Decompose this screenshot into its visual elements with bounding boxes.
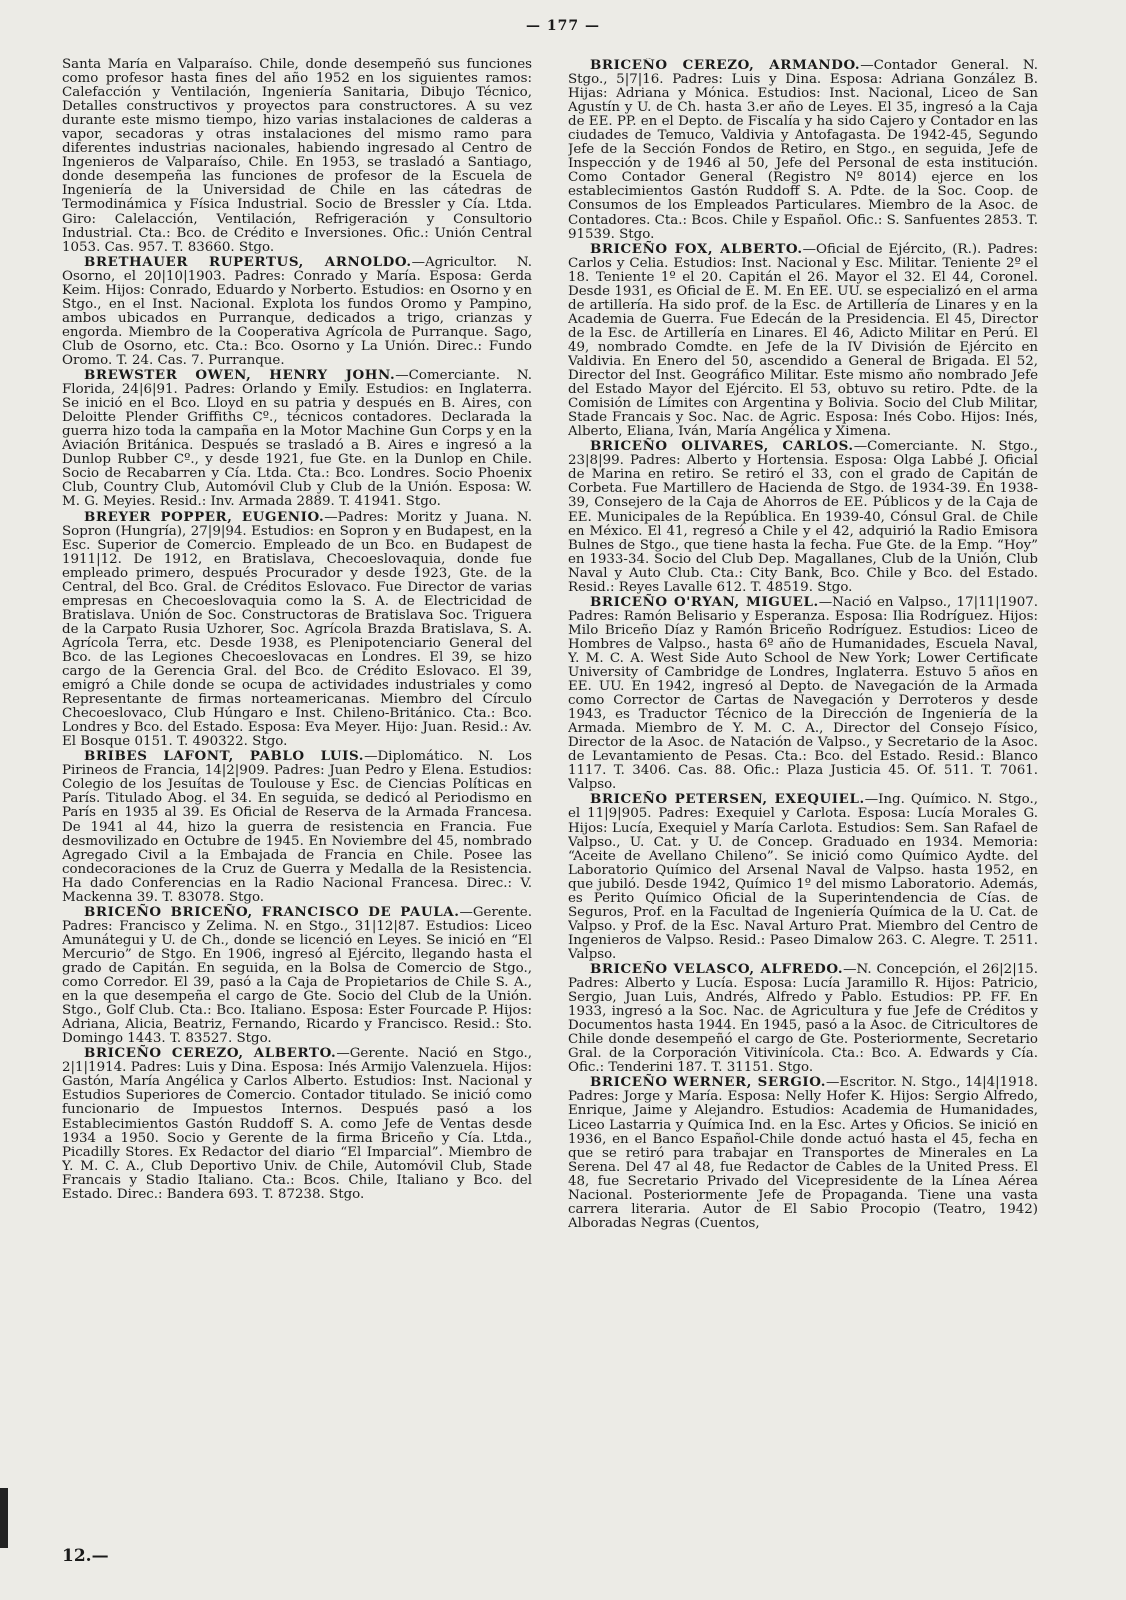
entry-name: BRICEÑO O'RYAN, MIGUEL. xyxy=(590,593,819,610)
entry-name: BRICEÑO CEREZO, ALBERTO. xyxy=(84,1045,337,1062)
entry-name: BRICEÑO BRICEÑO, FRANCISCO DE PAULA. xyxy=(84,903,460,920)
entry-text: —Padres: Moritz y Juana. N. Sopron (Hungría), 27|9|94. Estudios: en Sopron y en Budapest, en la Esc. Superior de Comercio. Empleado de un Bco. en Budapest de 1911|12. De 1912, en Bratislava, Checoeslovaquia, donde fue empleado primero, después Procurador y desde 1923, Gte. de la Central, del Bco. Gral. de Créditos Eslovaco. Fue Director de varias empresas en Checoeslovaquia como la S. A. de Electricidad de Bratislava. Unión de Soc. Constructoras de Bratislava Soc. Triguera de la Carpato Rusia Uzhorer, Soc. Agrícola Brazda Bratislava, S. A. Agrícola Terra, etc. Desde 1938, es Plenipotenciario General del Bco. de las Legiones Checoeslovacas en Londres. El 39, se hizo cargo de la Gerencia Gral. del Bco. de Crédito Eslovaco. El 39, emigró a Chile donde se ocupa de actividades industriales y como Representante de firmas norteamericanas. Miembro del Círculo Checoeslovaco, Club Húngaro e Inst. Chileno-Británico. Cta.: Bco. Londres y Bco. del Estado. Esposa: Eva Meyer. Hijo: Juan. Resid.: Av. El Bosque 0151. T. 490322. Stgo. xyxy=(62,509,532,750)
biography-entry xyxy=(62,368,532,509)
entry-continuation xyxy=(62,58,532,255)
biography-entry xyxy=(62,255,532,368)
entry-text: Santa María en Valparaíso. Chile, donde desempeñó sus funciones como profesor hasta fines del año 1952 en los siguientes ramos: Calefacción y Ventilación, Ingeniería Sanitaria, Dibujo Técnico, Detalles constructivos y proyectos para constructores. A su vez durante este mismo tiempo, hizo varias instalaciones de calderas a vapor, secadoras y otras instalaciones del mismo ramo para diferentes industrias nacionales, habiendo ingresado al Centro de Ingenieros de Valparaíso, Chile. En 1953, se trasladó a Santiago, donde desempeña las funciones de profesor de la Escuela de Ingeniería de la Universidad de Chile en las cátedras de Termodinámica y Física Industrial. Socio de Bressler y Cía. Ltda. Giro: Calelacción, Ventilación, Refrigeración y Consultorio Industrial. Cta.: Bco. de Crédito e Inversiones. Ofic.: Unión Central 1053. Cas. 957. T. 83660. Stgo. xyxy=(62,58,532,255)
entry-text: —Gerente. Nació en Stgo., 2|1|1914. Padres: Luis y Dina. Esposa: Inés Armijo Valenzuela. Hijos: Gastón, María Angélica y Carlos Alberto. Estudios: Inst. Nacional y Estudios Superiores de Comercio. Contador titulado. Se inició como funcionario de Impuestos Internos. Después pasó a los Establecimientos Gastón Ruddoff S. A. como Jefe de Ventas desde 1934 a 1950. Socio y Gerente de la firma Briceño y Cía. Ltda., Picadilly Stores. Ex Redactor del diario “El Imparcial”. Miembro de Y. M. C. A., Club Deportivo Univ. de Chile, Automóvil Club, Stade Francais y Stadio Italiano. Cta.: Bcos. Chile, Italiano y Bco. del Estado. Direc.: Bandera 693. T. 87238. Stgo. xyxy=(62,1046,532,1202)
entry-text: —Contador General. N. Stgo., 5|7|16. Padres: Luis y Dina. Esposa: Adriana González B. Hijas: Adriana y Mónica. Estudios: Inst. Nacional, Liceo de San Agustín y U. de Ch. hasta 3.er año de Leyes. El 35, ingresó a la Caja de EE. PP. en el Depto. de Fiscalía y ha sido Cajero y Contador en las ciudades de Temuco, Valdivia y Antofagasta. De 1942-45, Segundo Jefe de la Sección Fondos de Retiro, en Stgo., en seguida, Jefe de Inspección y de 1946 al 50, Jefe del Personal de esta institución. Como Contador General (Registro Nº 8014) ejerce en los establecimientos Gastón Ruddoff S. A. Pdte. de la Soc. Coop. de Consumos de los Empleados Particulares. Miembro de la Asoc. de Contadores. Cta.: Bcos. Chile y Español. Ofic.: S. Sanfuentes 2853. T. 91539. Stgo. xyxy=(568,58,1038,242)
biography-entry xyxy=(62,905,532,1046)
biography-entry xyxy=(568,58,1038,242)
entry-name: BREWSTER OWEN, HENRY JOHN. xyxy=(84,367,396,384)
biography-entry xyxy=(62,510,532,750)
page-number: — 177 — xyxy=(526,18,600,34)
biography-entry xyxy=(568,595,1038,793)
entry-text: —Diplomático. N. Los Pirineos de Francia, 14|2|909. Padres: Juan Pedro y Elena. Estudios: Colegio de los Jesuítas de Toulouse y Esc. de Ciencias Políticas en París. Titulado Abog. el 34. En seguida, se dedicó al Periodismo en París en 1935 al 39. Es Oficial de Reserva de la Armada Francesa. De 1941 al 44, hizo la guerra de resistencia en Francia. Fue desmovilizado en Octubre de 1945. En Noviembre del 45, nombrado Agregado Civil a la Embajada de Francia en Chile. Posee las condecoraciones de la Cruz de Guerra y Medalla de la Resistencia. Ha dado Conferencias en la Radio Nacional Francesa. Direc.: V. Mackenna 39. T. 83078. Stgo. xyxy=(62,749,532,905)
entry-name: BRICEÑO VELASCO, ALFREDO. xyxy=(590,961,844,977)
entry-text: —Nació en Valpso., 17|11|1907. Padres: Ramón Belisario y Esperanza. Esposa: Ilia Rodríguez. Hijos: Milo Briceño Díaz y Ramón Briceño Rodríguez. Estudios: Liceo de Hombres de Valpso., hasta 6º año de Humanidades, Escuela Naval, Y. M. C. A. West Side Auto School de New York; Lower Certificate University of Cambridge de Londres, Inglaterra. Estuvo 5 años en EE. UU. En 1942, ingresó al Depto. de Navegación de la Armada como Corrector de Cartas de Navegación y Derroteros y desde 1943, es Traductor Técnico de la Dirección de Ingeniería de la Armada. Miembro de Y. M. C. A., Director del Consejo Físico, Director de la Asoc. de Natación de Valpso., y Secretario de la Asoc. de Levantamiento de Pesas. Cta.: Bco. del Estado. Resid.: Blanco 1117. T. 3406. Cas. 88. Ofic.: Plaza Justicia 45. Of. 511. T. 7061. Valpso. xyxy=(568,594,1038,793)
binding-edge-mark xyxy=(0,1488,8,1548)
entry-text: —Gerente. Padres: Francisco y Zelima. N. en Stgo., 31|12|87. Estudios: Liceo Amunátegui y U. de Ch., donde se licenció en Leyes. Se inició en “El Mercurio” de Stgo. En 1906, ingresó al Ejército, llegando hasta el grado de Capitán. En seguida, en la Bolsa de Comercio de Stgo., como Corredor. El 39, pasó a la Caja de Propietarios de Chile S. A., en la que desempeña el cargo de Gte. Socio del Club de la Unión. Stgo., Golf Club. Cta.: Bco. Italiano. Esposa: Ester Fourcade P. Hijos: Adriana, Alicia, Beatriz, Fernando, Ricardo y Francisco. Resid.: Sto. Domingo 1443. T. 83527. Stgo. xyxy=(62,904,532,1047)
signature-mark: 12.— xyxy=(62,1546,109,1566)
entry-name: BREYER POPPER, EUGENIO. xyxy=(84,508,325,525)
biography-entry xyxy=(568,1075,1038,1231)
entry-text: —Agricultor. N. Osorno, el 20|10|1903. Padres: Conrado y María. Esposa: Gerda Keim. Hijos: Conrado, Eduardo y Norberto. Estudios: en Osorno y en Stgo., en el Inst. Nacional. Explota los fundos Oromo y Pampino, ambos ubicados en Purranque, dedicados a trigo, crianzas y engorda. Miembro de la Cooperativa Agrícola de Purranque. Sago, Club de Osorno, etc. Cta.: Bco. Osorno y La Unión. Direc.: Fundo Oromo. T. 24. Cas. 7. Purranque. xyxy=(62,254,532,368)
biography-entry xyxy=(62,1046,532,1202)
entry-text: —Escritor. N. Stgo., 14|4|1918. Padres: Jorge y María. Esposa: Nelly Hofer K. Hijos: Sergio Alfredo, Enrique, Jaime y Alejandro. Estudios: Academia de Humanidades, Liceo Lastarria y Química Ind. en la Esc. Artes y Oficios. Se inició en 1936, en el Banco Español-Chile donde actuó hasta el 45, fecha en que se retiró para trabajar en Transportes de Minerales en La Serena. Del 47 al 48, fue Redactor de Cables de la United Press. El 48, fue Secretario Privado del Vicepresidente de la Línea Aérea Nacional. Posteriormente Jefe de Propaganda. Tiene una vasta carrera literaria. Autor de El Sabio Procopio (Teatro, 1942) Alboradas Negras (Cuentos, xyxy=(568,1075,1038,1231)
entry-text: —N. Concepción, el 26|2|15. Padres: Alberto y Lucía. Esposa: Lucía Jaramillo R. Hijos: Patricio, Sergio, Juan Luis, Andrés, Alfredo y Pablo. Estudios: PP. FF. En 1933, ingresó a la Soc. Nac. de Agricultura y fue Jefe de Créditos y Documentos hasta 1944. En 1945, pasó a la Asoc. de Citricultores de Chile donde desempeñó el cargo de Gte. Posteriormente, Secretario Gral. de la Corporación Vitivinícola. Cta.: Bco. A. Edwards y Cía. Ofic.: Tenderini 187. T. 31151. Stgo. xyxy=(568,962,1038,1076)
entry-text: —Ing. Químico. N. Stgo., el 11|9|905. Padres: Exequiel y Carlota. Esposa: Lucía Morales G. Hijos: Lucía, Exequiel y María Carlota. Estudios: Sem. San Rafael de Valpso., U. Cat. y U. de Concep. Graduado en 1934. Memoria: “Aceite de Avellano Chileno”. Se inició como Químico Aydte. del Laboratorio Químico del Arsenal Naval de Valpso. hasta 1952, en que jubiló. Desde 1942, Químico 1º del mismo Laboratorio. Además, es Perito Químico Oficial de la Superintendencia de Cías. de Seguros, Prof. en la Facultad de Ingeniería Química de la U. Cat. de Valpso. y Prof. de la Esc. Naval Arturo Prat. Miembro del Centro de Ingenieros de Valpso. Resid.: Paseo Dimalow 263. C. Alegre. T. 2511. Valpso. xyxy=(568,792,1038,962)
entry-name: BRICEÑO CEREZO, ARMANDO. xyxy=(590,58,861,73)
biography-entry xyxy=(62,749,532,905)
biography-entry xyxy=(568,242,1038,440)
entry-text: —Comerciante. N. Florida, 24|6|91. Padres: Orlando y Emily. Estudios: en Inglaterra. Se inició en el Bco. Lloyd en su patria y después en B. Aires, con Deloitte Plender Griffiths Cº., técnicos contadores. Declarada la guerra hizo toda la campaña en la Motor Machine Gun Corps y en la Aviación Británica. Después se trasladó a B. Aires e ingresó a la Dunlop Rubber Cº., y desde 1921, fue Gte. en la Dunlop en Chile. Socio de Recabarren y Cía. Ltda. Cta.: Bco. Londres. Socio Phoenix Club, Country Club, Automóvil Club y Club de la Unión. Esposa: W. M. G. Meyies. Resid.: Inv. Armada 2889. T. 41941. Stgo. xyxy=(62,368,532,510)
entry-name: BRICEÑO PETERSEN, EXEQUIEL. xyxy=(590,791,865,808)
right-column xyxy=(568,58,1038,1548)
entry-name: BRICEÑO WERNER, SERGIO. xyxy=(590,1074,827,1091)
biography-entry xyxy=(568,792,1038,962)
biography-entry xyxy=(568,962,1038,1075)
entry-name: BRETHAUER RUPERTUS, ARNOLDO. xyxy=(84,253,412,270)
entry-text: —Oficial de Ejército, (R.). Padres: Carlos y Celia. Estudios: Inst. Nacional y Esc. Militar. Teniente 2º el 18. Teniente 1º el 20. Capitán el 26. Mayor el 32. El 44, Coronel. Desde 1931, es Oficial de E. M. En EE. UU. se especializó en el arma de artillería. Ha sido prof. de la Esc. de Artillería de Linares y en la Academia de Guerra. Fue Edecán de la Presidencia. El 45, Director de la Esc. de Artillería en Linares. El 46, Adicto Militar en Perú. El 49, nombrado Comdte. en Jefe de la IV División de Ejército en Valdivia. En Enero del 50, ascendido a General de Brigada. El 52, Director del Inst. Geográfico Militar. Este mismo año nombrado Jefe del Estado Mayor del Ejército. El 53, obtuvo su retiro. Pdte. de la Comisión de Límites con Argentina y Bolivia. Socio del Club Militar, Stade Francais y Soc. Nac. de Agric. Esposa: Inés Cobo. Hijos: Inés, Alberto, Eliana, Iván, María Angélica y Ximena. xyxy=(568,241,1038,440)
left-column xyxy=(62,58,532,1548)
entry-name: BRICEÑO FOX, ALBERTO. xyxy=(590,240,803,257)
entry-name: BRICEÑO OLIVARES, CARLOS. xyxy=(590,438,854,455)
entry-text: —Comerciante. N. Stgo., 23|8|99. Padres: Alberto y Hortensia. Esposa: Olga Labbé J. Oficial de Marina en retiro. Se retiró el 33, con el grado de Capitán de Corbeta. Fue Martillero de Hacienda de Stgo. de 1934-39. En 1938-39, Consejero de la Caja de Ahorros de EE. Públicos y de la Caja de EE. Municipales de la República. En 1939-40, Cónsul Gral. de Chile en México. El 41, regresó a Chile y el 42, adquirió la Radio Emisora Bulnes de Stgo., que tiene hasta la fecha. Fue Gte. de la Emp. “Hoy” en 1933-34. Socio del Club Dep. Magallanes, Club de la Unión, Club Naval y Auto Club. Cta.: City Bank, Bco. Chile y Bco. del Estado. Resid.: Reyes Lavalle 612. T. 48519. Stgo. xyxy=(568,439,1038,595)
entry-name: BRIBES LAFONT, PABLO LUIS. xyxy=(84,748,365,765)
biography-entry xyxy=(568,439,1038,595)
